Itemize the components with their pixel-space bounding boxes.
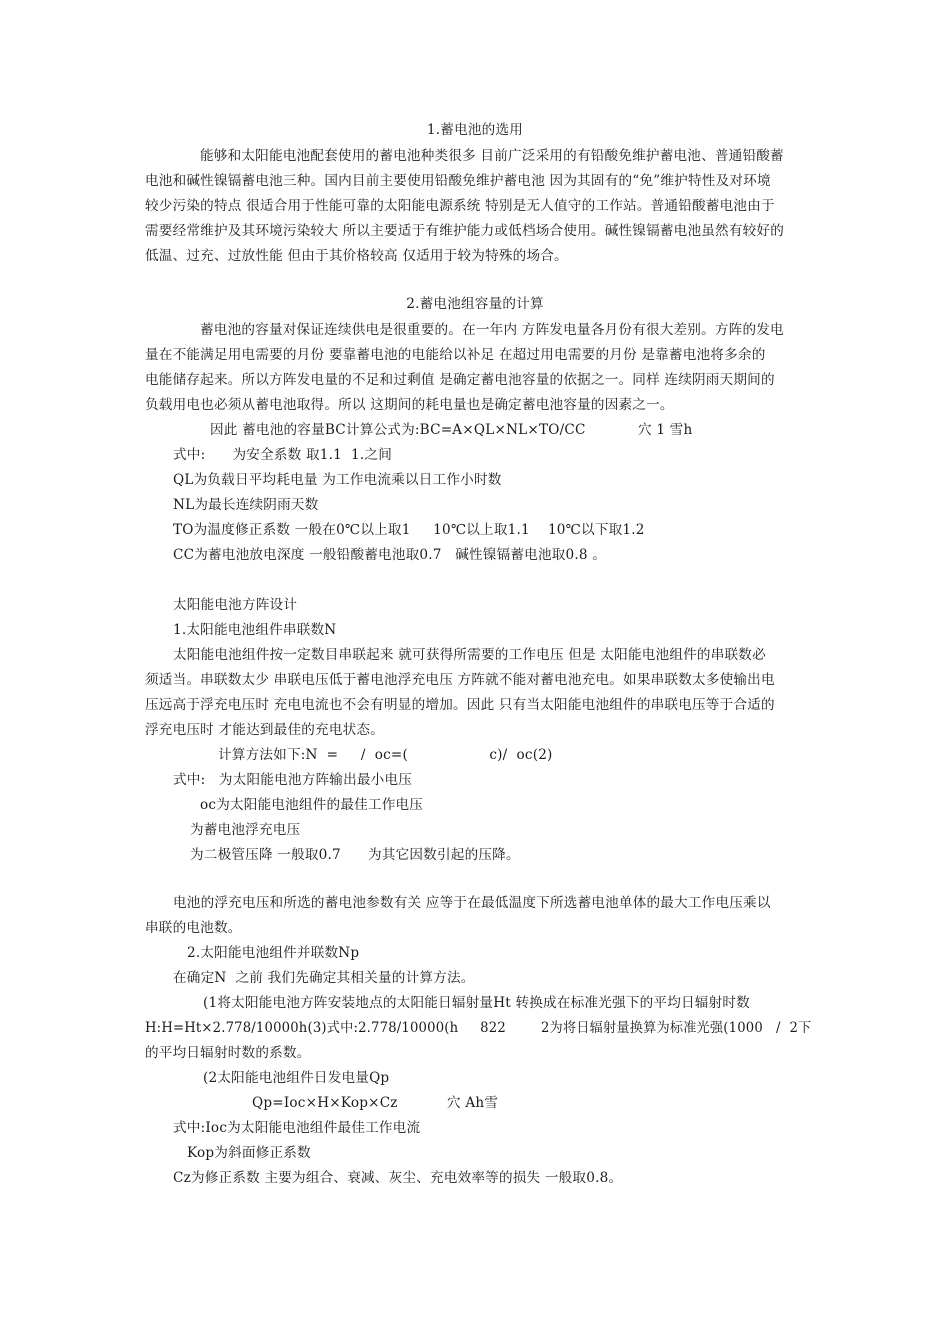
s3-paragraph-line: 太阳能电池组件按一定数目串联起来 就可获得所需要的工作电压 但是 太阳能电池组件的串联数必 [173,647,766,663]
formula-where-line: NL为最长连续阴雨天数 [173,497,319,513]
step-2-title: (2太阳能电池组件日发电量Qp [203,1070,390,1086]
s3-paragraph-line: 须适当。串联数太少 串联电压低于蓄电池浮充电压 方阵就不能对蓄电池充电。如果串联数太多使输出电 [145,672,775,688]
formula-where-line: CC为蓄电池放电深度 一般铅酸蓄电池取0.7 碱性镍镉蓄电池取0.8 。 [173,547,607,563]
s1-paragraph-line: 低温、过充、过放性能 但由于其价格较高 仅适用于较为特殊的场合。 [145,248,568,264]
calc-where-line: 式中: 为太阳能电池方阵输出最小电压 [173,772,413,788]
subsection-2-title: 2.太阳能电池组件并联数Np [187,945,360,961]
s3-paragraph-line: 浮充电压时 才能达到最佳的充电状态。 [145,722,385,738]
daily-output-formula: Qp=Ioc×H×Kop×Cz [252,1095,398,1111]
section-2-title: 2.蓄电池组容量的计算 [406,296,544,312]
section-1-title: 1.蓄电池的选用 [426,122,524,138]
s1-paragraph-line: 电池和碱性镍镉蓄电池三种。国内目前主要使用铅酸免维护蓄电池 因为其固有的“免”维护特性及对环境 [145,173,771,189]
daily-output-unit: 穴 Ah雪 [447,1095,499,1111]
subsection-1-title: 1.太阳能电池组件串联数N [173,622,337,638]
s2-paragraph-line: 量在不能满足用电需要的月份 要靠蓄电池的电能给以补足 在超过用电需要的月份 是靠蓄电池将多余的 [145,347,766,363]
capacity-formula: 因此 蓄电池的容量BC计算公式为:BC=A×QL×NL×TO/CC [210,422,586,438]
step-2-where-line: Cz为修正系数 主要为组合、衰减、灰尘、充电效率等的损失 一般取0.8。 [173,1170,623,1186]
s3-paragraph-line: 压远高于浮充电压时 充电电流也不会有明显的增加。因此 只有当太阳能电池组件的串联电压等于合适的 [145,697,775,713]
calc-where-line: 为蓄电池浮充电压 [190,822,301,838]
s3-paragraph-2-line: 串联的电池数。 [145,920,242,936]
section-3-title: 太阳能电池方阵设计 [173,597,298,613]
s3-paragraph-2-line: 电池的浮充电压和所选的蓄电池参数有关 应等于在最低温度下所选蓄电池单体的最大工作电压乘以 [173,895,771,911]
formula-where-line: QL为负载日平均耗电量 为工作电流乘以日工作小时数 [173,472,502,488]
series-calc-formula: 计算方法如下:N = / oc=( c)/ oc(2) [218,747,553,763]
step-2-where-line: Kop为斜面修正系数 [187,1145,311,1161]
capacity-formula-unit: 穴 1 雪h [638,422,693,438]
formula-where-line: TO为温度修正系数 一般在0℃以上取1 10℃以上取1.1 10℃以下取1.2 [173,522,645,538]
s1-paragraph-line: 需要经常维护及其环境污染较大 所以主要适于有维护能力或低档场合使用。碱性镍镉蓄电池虽然有较好的 [145,223,785,239]
calc-where-line: oc为太阳能电池组件的最佳工作电压 [200,797,424,813]
step-1-line: (1将太阳能电池方阵安装地点的太阳能日辐射量Ht 转换成在标准光强下的平均日辐射时数 [203,995,750,1011]
s1-paragraph-line: 较少污染的特点 很适合用于性能可靠的太阳能电源系统 特别是无人值守的工作站。普通铅酸蓄电池由于 [145,198,775,214]
step-1-line: H:H=Ht×2.778/10000h(3)式中:2.778/10000(h 822 2为将日辐射量换算为标准光强(1000 / 2下 [145,1020,812,1036]
s2-paragraph-line: 蓄电池的容量对保证连续供电是很重要的。在一年内 方阵发电量各月份有很大差别。方阵的发电 [200,322,784,338]
s3-paragraph-3: 在确定N 之前 我们先确定其相关量的计算方法。 [173,970,475,986]
s2-paragraph-line: 电能储存起来。所以方阵发电量的不足和过剩值 是确定蓄电池容量的依据之一。同样 连续阴雨天期间的 [145,372,775,388]
formula-where-line: 式中: 为安全系数 取1.1 1.之间 [173,447,392,463]
step-2-where-line: 式中:Ioc为太阳能电池组件最佳工作电流 [173,1120,421,1136]
s1-paragraph-line: 能够和太阳能电池配套使用的蓄电池种类很多 目前广泛采用的有铅酸免维护蓄电池、普通铅酸蓄 [200,148,784,164]
s2-paragraph-line: 负载用电也必须从蓄电池取得。所以 这期间的耗电量也是确定蓄电池容量的因素之一。 [145,397,674,413]
calc-where-line: 为二极管压降 一般取0.7 为其它因数引起的压降。 [190,847,520,863]
step-1-line: 的平均日辐射时数的系数。 [145,1045,311,1061]
